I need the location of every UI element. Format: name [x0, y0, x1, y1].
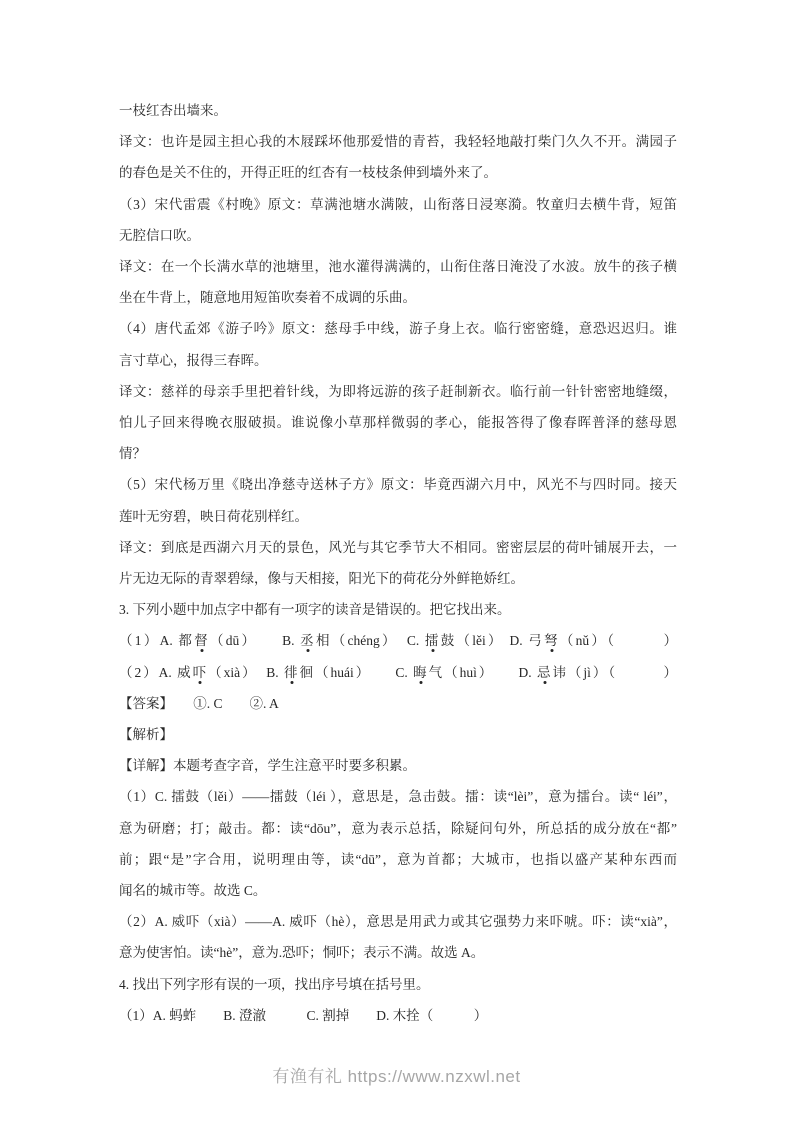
emphasis-dotted-char: 督: [194, 633, 210, 649]
emphasis-dotted-char: 丞: [300, 633, 316, 649]
analysis-label: 【解析】: [119, 727, 173, 743]
poem-3-original-line-1: （3）宋代雷震《村晚》原文：草满池塘水满陂，山衔落日浸寒漪。牧童归去横牛背，短笛: [119, 196, 677, 212]
document-body: [119, 95, 677, 1031]
q4-item-1: （1）A. 蚂蚱 B. 澄澈 C. 割掉 D. 木拴（ ）: [119, 1007, 488, 1023]
detail-2-line-1: （2）A. 威吓（xià）——A. 威吓（hè），意思是用武力或其它强势力来吓唬。吓：读“xià”，: [119, 914, 677, 930]
poem-3-translation-line-1: 译文：在一个长满水草的池塘里，池水灌得满满的，山衔住落日淹没了水波。放牛的孩子横: [119, 259, 677, 275]
poem-translations-section: [119, 95, 677, 594]
detail-intro: 【详解】本题考查字音，学生注意平时要多积累。: [119, 758, 416, 774]
question-4-section: [119, 969, 677, 1031]
poem-5-translation-line-1: 译文：到底是西湖六月天的景色，风光与其它季节大不相同。密密层层的荷叶铺展开去，一: [119, 539, 677, 555]
poem-4-original-line-2: 言寸草心，报得三春晖。: [119, 352, 268, 368]
poem-5-translation-line-2: 片无边无际的青翠碧绿，像与天相接，阳光下的荷花分外鲜艳娇红。: [119, 571, 524, 587]
poem-4-translation-line-2: 怕儿子回来得晚衣服破损。谁说像小草那样微弱的孝心，能报答得了像春晖普泽的慈母恩: [119, 415, 677, 431]
detail-1-line-4: 闻名的城市等。故选 C。: [119, 883, 267, 899]
poem-5-original-line-2: 莲叶无穷碧，映日荷花别样红。: [119, 508, 308, 524]
poem-5-original-line-1: （5）宋代杨万里《晓出净慈寺送林子方》原文：毕竟西湖六月中，风光不与四时同。接天: [119, 477, 677, 493]
poem-4-translation-line-3: 情？: [119, 446, 146, 462]
question-3-section: [119, 594, 677, 688]
emphasis-dotted-char: 忌: [536, 664, 553, 680]
poem-3-translation-line-2: 坐在牛背上，随意地用短笛吹奏着不成调的乐曲。: [119, 290, 416, 306]
q3-answer-line: 【答案】 ①. C ②. A: [119, 695, 279, 711]
poem-2-original-last-line: 一枝红杏出墙来。: [119, 103, 227, 118]
poem-2-translation-line-2: 的春色是关不住的，开得正旺的红杏有一枝枝条伸到墙外来了。: [119, 165, 497, 181]
q4-stem: 4. 找出下列字形有误的一项，找出序号填在括号里。: [119, 976, 430, 992]
q3-stem: 3. 下列小题中加点字中都有一项字的读音是错误的。把它找出来。: [119, 602, 511, 618]
q3-item-1: （1）A. 都督（dū） B. 丞相（chéng） C. 擂鼓（lěi） D. 弓弩（nǔ）（ ）: [119, 633, 678, 649]
page-footer-watermark: 有渔有礼 https://www.nzxwl.net: [272, 1067, 521, 1086]
detail-1-line-2: 意为研磨；打；敲击。都：读“dōu”，意为表示总括，除疑问句外，所总括的成分放在“都”: [119, 820, 677, 836]
poem-4-original-line-1: （4）唐代孟郊《游子吟》原文：慈母手中线，游子身上衣。临行密密缝，意恐迟迟归。谁: [119, 321, 677, 337]
emphasis-dotted-char: 擂: [424, 633, 441, 649]
q3-item-2: （2）A. 威吓（xià） B. 徘徊（huái） C. 晦气（huì） D. 忌讳（jì）（ ）: [119, 664, 678, 680]
emphasis-dotted-char: 徘: [284, 664, 300, 680]
detail-2-line-2: 意为使害怕。读“hè”，意为.恐吓；恫吓；表示不满。故选 A。: [119, 945, 485, 961]
emphasis-dotted-char: 吓: [192, 664, 209, 680]
poem-3-original-line-2: 无腔信口吹。: [119, 227, 200, 243]
detail-1-line-3: 前；跟“是”字合用，说明理由等，读“dū”，意为首都；大城市，也指以盛产某种东西而: [119, 851, 677, 867]
emphasis-dotted-char: 晦: [413, 664, 429, 680]
poem-4-translation-line-1: 译文：慈祥的母亲手里把着针线，为即将远游的孩子赶制新衣。临行前一针针密密地缝缀，: [119, 383, 677, 399]
answer-section: [119, 688, 677, 750]
poem-2-translation-line-1: 译文：也许是园主担心我的木屐踩坏他那爱惜的青苔，我轻轻地敲打柴门久久不开。满园子: [119, 134, 677, 150]
emphasis-dotted-char: 弩: [544, 633, 560, 649]
explanation-section: [119, 750, 677, 968]
detail-1-line-1: （1）C. 擂鼓（lěi）——擂鼓（léi ），意思是，急击鼓。擂：读“lèi”，意为擂台。读“ léi”，: [119, 789, 677, 805]
